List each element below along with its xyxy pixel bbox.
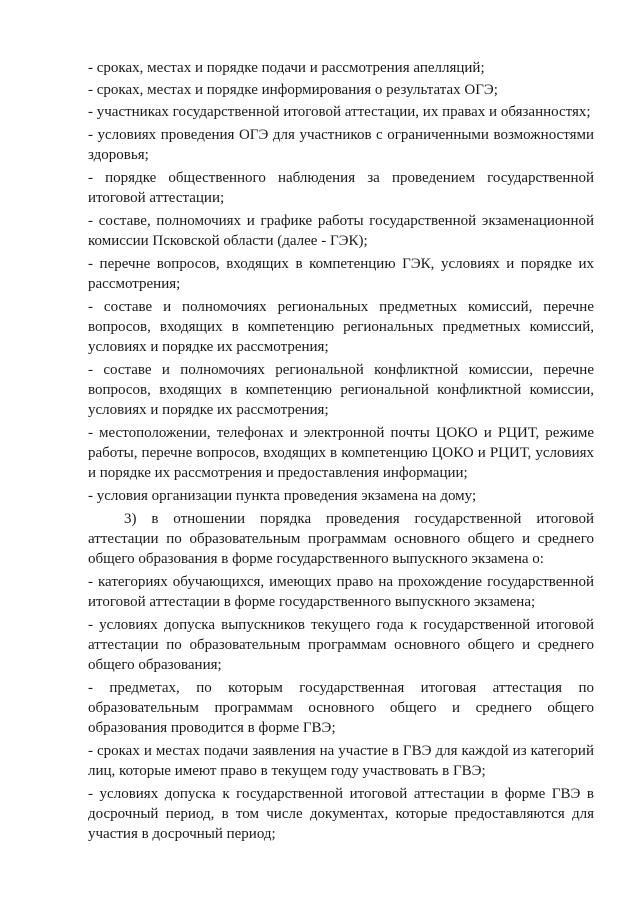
list-item: - местоположении, телефонах и электронной почты ЦОКО и РЦИТ, режиме работы, перечне вопросов, входящих в компетенцию ЦОКО и РЦИТ, условиях и порядке их рассмотрения и предоставления информации; — [88, 425, 594, 481]
list-item: - сроках и местах подачи заявления на участие в ГВЭ для каждой из категорий лиц, которые имеют право в текущем году участвовать в ГВЭ; — [88, 743, 594, 779]
list-item: - порядке общественного наблюдения за проведением государственной итоговой аттестации; — [88, 170, 594, 206]
document-page — [88, 58, 594, 847]
list-item: - составе и полномочиях региональных предметных комиссий, перечне вопросов, входящих в компетенцию региональных предметных комиссий, условиях и порядке их рассмотрения; — [88, 299, 594, 355]
list-item: - условиях допуска к государственной итоговой аттестации в форме ГВЭ в досрочный период, в том числе документах, которые предоставляются для участия в досрочный период; — [88, 786, 594, 842]
list-item: - условиях проведения ОГЭ для участников с ограниченными возможностями здоровья; — [88, 127, 594, 163]
list-item: - перечне вопросов, входящих в компетенцию ГЭК, условиях и порядке их рассмотрения; — [88, 256, 594, 292]
list-item: - составе и полномочиях региональной конфликтной комиссии, перечне вопросов, входящих в компетенцию региональной конфликтной комиссии, условиях и порядке их рассмотрения; — [88, 362, 594, 418]
list-item: - категориях обучающихся, имеющих право на прохождение государственной итоговой аттестации в форме государственного выпускного экзамена; — [88, 574, 594, 610]
list-item: - условиях допуска выпускников текущего года к государственной итоговой аттестации по образовательным программам основного общего и среднего общего образования; — [88, 617, 594, 673]
list-item: - условия организации пункта проведения экзамена на дому; — [88, 488, 477, 504]
list-item: - составе, полномочиях и графике работы государственной экзаменационной комиссии Псковской области (далее - ГЭК); — [88, 213, 594, 249]
list-item: - сроках, местах и порядке подачи и рассмотрения апелляций; — [88, 60, 485, 76]
list-item: - сроках, местах и порядке информирования о результатах ОГЭ; — [88, 82, 498, 98]
list-item: - предметах, по которым государственная итоговая аттестация по образовательным программам основного общего и среднего общего образования проводится в форме ГВЭ; — [88, 680, 594, 736]
list-item: - участниках государственной итоговой аттестации, их правах и обязанностях; — [88, 104, 591, 120]
section-paragraph: 3) в отношении порядка проведения государственной итоговой аттестации по образовательным программам основного общего и среднего общего образования в форме государственного выпускного экзамена о: — [88, 511, 594, 567]
